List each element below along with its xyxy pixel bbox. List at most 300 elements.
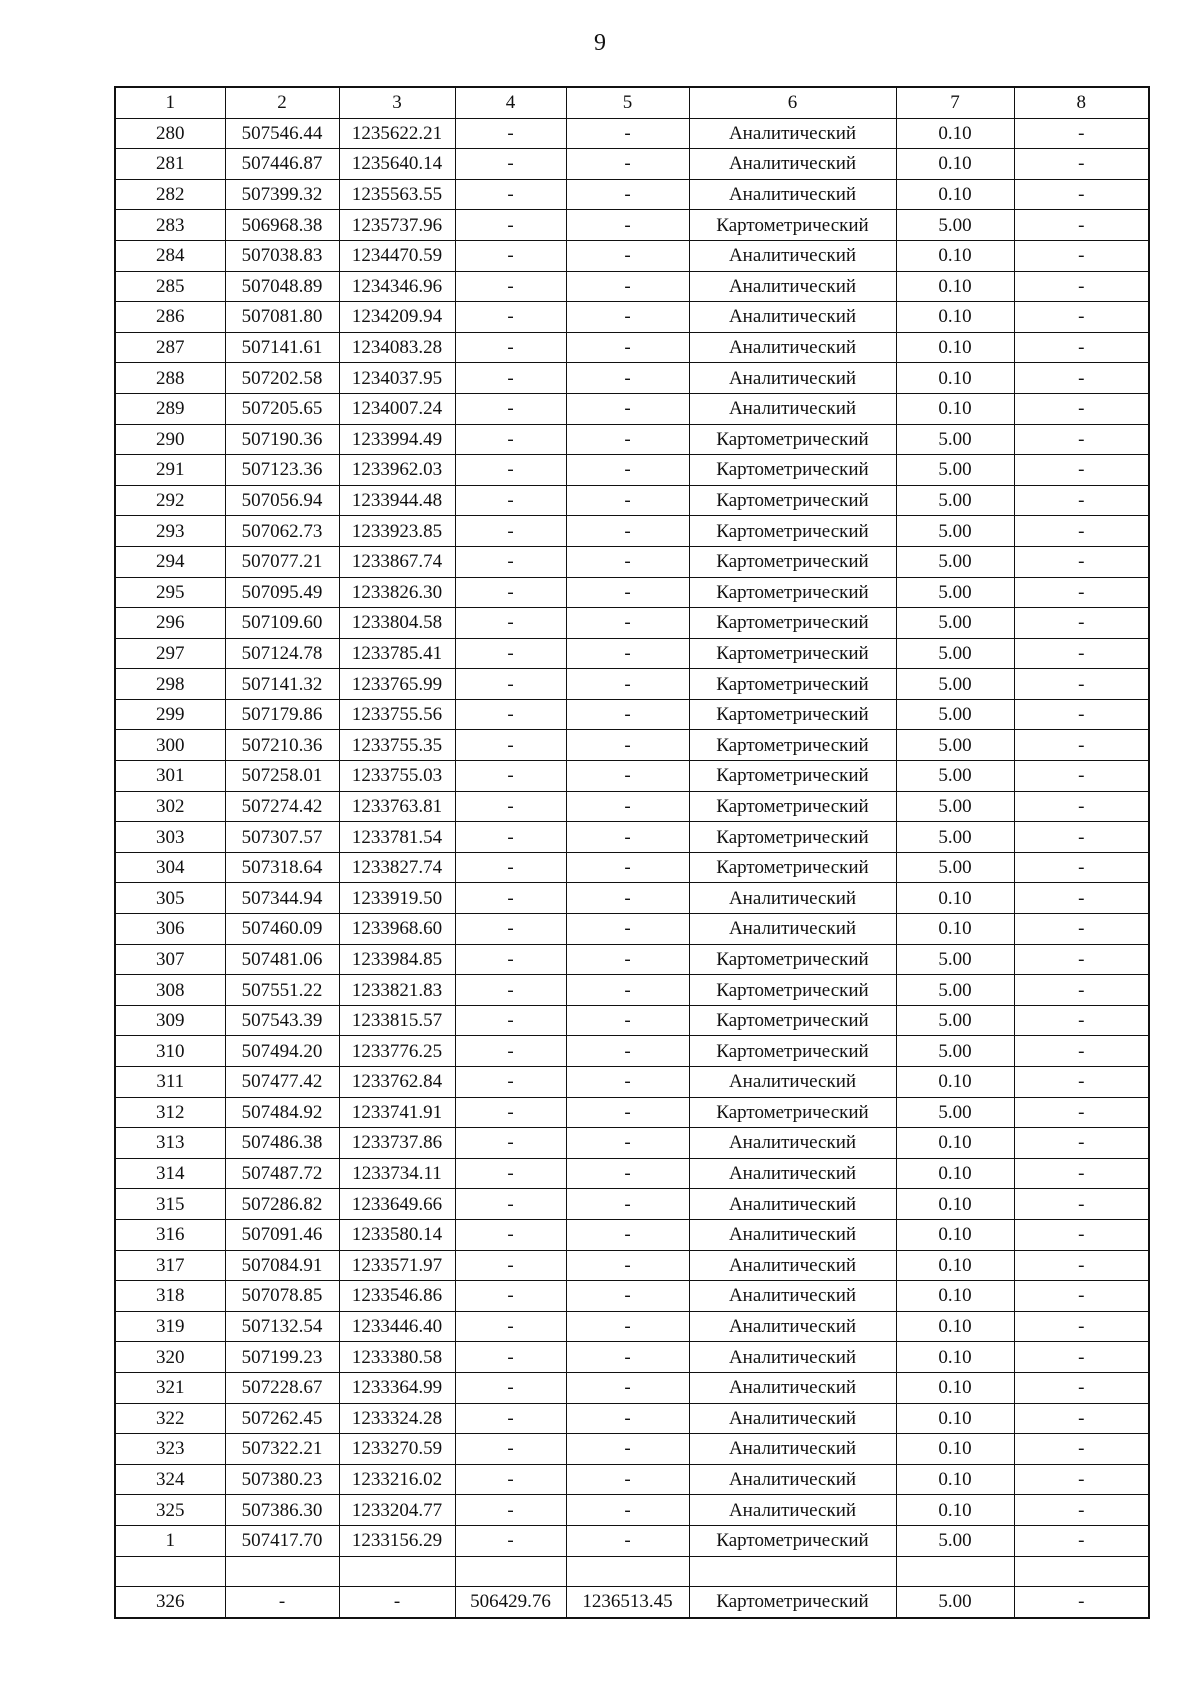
x-coordinate-cell: 507141.32	[225, 669, 339, 700]
accuracy-cell: 5.00	[896, 546, 1014, 577]
col5-cell: -	[566, 1525, 689, 1556]
point-number-cell: 310	[115, 1036, 225, 1067]
accuracy-cell: 5.00	[896, 455, 1014, 486]
x-coordinate-cell: 507081.80	[225, 302, 339, 333]
x-coordinate-cell: 507205.65	[225, 393, 339, 424]
method-cell: Аналитический	[689, 179, 896, 210]
method-cell: Картометрический	[689, 1097, 896, 1128]
method-cell: Аналитический	[689, 1158, 896, 1189]
point-number-cell: 319	[115, 1311, 225, 1342]
col5-cell: -	[566, 914, 689, 945]
col8-cell: -	[1014, 638, 1149, 669]
col4-cell: -	[455, 975, 566, 1006]
method-cell: Картометрический	[689, 638, 896, 669]
method-cell: Аналитический	[689, 1342, 896, 1373]
table-row	[115, 1342, 1149, 1373]
table-row	[115, 1128, 1149, 1159]
y-coordinate-cell: 1233827.74	[339, 852, 455, 883]
col8-cell: -	[1014, 455, 1149, 486]
col8-cell: -	[1014, 1495, 1149, 1526]
table-row	[115, 1464, 1149, 1495]
point-number-cell: 294	[115, 546, 225, 577]
column-header: 2	[225, 87, 339, 118]
col8-cell: -	[1014, 363, 1149, 394]
table-row	[115, 669, 1149, 700]
method-cell: Аналитический	[689, 1128, 896, 1159]
accuracy-cell: 0.10	[896, 883, 1014, 914]
x-coordinate-cell: 507228.67	[225, 1372, 339, 1403]
col8-cell: -	[1014, 1250, 1149, 1281]
table-row	[115, 118, 1149, 149]
col5-cell: -	[566, 1067, 689, 1098]
accuracy-cell: 5.00	[896, 699, 1014, 730]
method-cell: Картометрический	[689, 669, 896, 700]
method-cell: Картометрический	[689, 944, 896, 975]
col5-cell: -	[566, 363, 689, 394]
table-row	[115, 883, 1149, 914]
point-number-cell: 303	[115, 822, 225, 853]
table-row	[115, 730, 1149, 761]
col5-cell: -	[566, 883, 689, 914]
method-cell: Аналитический	[689, 883, 896, 914]
accuracy-cell: 5.00	[896, 516, 1014, 547]
col4-cell: -	[455, 669, 566, 700]
accuracy-cell: 5.00	[896, 485, 1014, 516]
y-coordinate-cell: 1233765.99	[339, 669, 455, 700]
y-coordinate-cell: 1234007.24	[339, 393, 455, 424]
x-coordinate-cell: 507078.85	[225, 1281, 339, 1312]
accuracy-cell: 5.00	[896, 577, 1014, 608]
col5-cell: -	[566, 791, 689, 822]
col8-cell: -	[1014, 1158, 1149, 1189]
col8-cell: -	[1014, 1281, 1149, 1312]
col5-cell: -	[566, 393, 689, 424]
point-number-cell: 280	[115, 118, 225, 149]
col4-cell: -	[455, 149, 566, 180]
col4-cell: -	[455, 1097, 566, 1128]
x-coordinate-cell: 507399.32	[225, 179, 339, 210]
col8-cell: -	[1014, 393, 1149, 424]
accuracy-cell: 5.00	[896, 761, 1014, 792]
point-number-cell: 312	[115, 1097, 225, 1128]
col5-cell: -	[566, 1342, 689, 1373]
x-coordinate-cell: 507062.73	[225, 516, 339, 547]
col8-cell: -	[1014, 332, 1149, 363]
y-coordinate-cell: 1233755.03	[339, 761, 455, 792]
y-coordinate-cell: 1233763.81	[339, 791, 455, 822]
col8-cell: -	[1014, 577, 1149, 608]
col8-cell: -	[1014, 1342, 1149, 1373]
col8-cell: -	[1014, 699, 1149, 730]
table-row	[115, 1403, 1149, 1434]
accuracy-cell: 0.10	[896, 332, 1014, 363]
accuracy-cell: 0.10	[896, 1434, 1014, 1465]
accuracy-cell: 0.10	[896, 1342, 1014, 1373]
method-cell: Картометрический	[689, 761, 896, 792]
page-number: 9	[594, 30, 606, 56]
col4-cell: -	[455, 240, 566, 271]
y-coordinate-cell: 1234083.28	[339, 332, 455, 363]
x-coordinate-cell: 507210.36	[225, 730, 339, 761]
col4-cell: -	[455, 1067, 566, 1098]
column-header: 1	[115, 87, 225, 118]
col4-cell: -	[455, 302, 566, 333]
x-coordinate-cell: 507199.23	[225, 1342, 339, 1373]
col8-cell: -	[1014, 1097, 1149, 1128]
x-coordinate-cell: 507417.70	[225, 1525, 339, 1556]
x-coordinate-cell	[225, 1556, 339, 1587]
col5-cell: -	[566, 149, 689, 180]
col8-cell: -	[1014, 669, 1149, 700]
method-cell: Картометрический	[689, 546, 896, 577]
method-cell: Картометрический	[689, 822, 896, 853]
table-row	[115, 546, 1149, 577]
x-coordinate-cell: 507048.89	[225, 271, 339, 302]
table-row	[115, 1281, 1149, 1312]
table-row	[115, 302, 1149, 333]
point-number-cell: 283	[115, 210, 225, 241]
table-row	[115, 1189, 1149, 1220]
accuracy-cell: 0.10	[896, 393, 1014, 424]
table-row	[115, 1311, 1149, 1342]
col8-cell: -	[1014, 1005, 1149, 1036]
col5-cell: -	[566, 1464, 689, 1495]
y-coordinate-cell: 1233571.97	[339, 1250, 455, 1281]
point-number-cell: 285	[115, 271, 225, 302]
col8-cell: -	[1014, 179, 1149, 210]
col4-cell: -	[455, 1250, 566, 1281]
point-number-cell: 300	[115, 730, 225, 761]
method-cell: Картометрический	[689, 455, 896, 486]
col5-cell: -	[566, 944, 689, 975]
point-number-cell: 302	[115, 791, 225, 822]
col5-cell: -	[566, 485, 689, 516]
table-row	[115, 271, 1149, 302]
col4-cell: -	[455, 455, 566, 486]
table-row	[115, 332, 1149, 363]
col4-cell: -	[455, 883, 566, 914]
x-coordinate-cell: 507386.30	[225, 1495, 339, 1526]
y-coordinate-cell: 1233762.84	[339, 1067, 455, 1098]
accuracy-cell: 5.00	[896, 730, 1014, 761]
point-number-cell: 318	[115, 1281, 225, 1312]
table-row	[115, 210, 1149, 241]
col4-cell: -	[455, 516, 566, 547]
x-coordinate-cell: 507380.23	[225, 1464, 339, 1495]
x-coordinate-cell: 507481.06	[225, 944, 339, 975]
col4-cell: -	[455, 852, 566, 883]
col4-cell: -	[455, 1005, 566, 1036]
point-number-cell: 309	[115, 1005, 225, 1036]
accuracy-cell: 5.00	[896, 669, 1014, 700]
col4-cell: -	[455, 608, 566, 639]
method-cell: Аналитический	[689, 271, 896, 302]
y-coordinate-cell: 1233364.99	[339, 1372, 455, 1403]
x-coordinate-cell: 507274.42	[225, 791, 339, 822]
col5-cell: -	[566, 1250, 689, 1281]
x-coordinate-cell: 507109.60	[225, 608, 339, 639]
method-cell: Картометрический	[689, 516, 896, 547]
point-number-cell: 323	[115, 1434, 225, 1465]
method-cell: Аналитический	[689, 393, 896, 424]
col4-cell: -	[455, 332, 566, 363]
accuracy-cell: 5.00	[896, 608, 1014, 639]
accuracy-cell: 5.00	[896, 424, 1014, 455]
col5-cell: -	[566, 822, 689, 853]
col5-cell: -	[566, 1495, 689, 1526]
col5-cell: -	[566, 761, 689, 792]
table-row	[115, 975, 1149, 1006]
method-cell: Аналитический	[689, 1250, 896, 1281]
y-coordinate-cell: 1233923.85	[339, 516, 455, 547]
point-number-cell: 282	[115, 179, 225, 210]
accuracy-cell: 5.00	[896, 975, 1014, 1006]
method-cell: Аналитический	[689, 1403, 896, 1434]
accuracy-cell: 5.00	[896, 852, 1014, 883]
accuracy-cell: 0.10	[896, 179, 1014, 210]
accuracy-cell: 0.10	[896, 363, 1014, 394]
x-coordinate-cell: 507132.54	[225, 1311, 339, 1342]
point-number-cell: 296	[115, 608, 225, 639]
point-number-cell: 287	[115, 332, 225, 363]
point-number-cell: 324	[115, 1464, 225, 1495]
x-coordinate-cell: 507494.20	[225, 1036, 339, 1067]
point-number-cell: 291	[115, 455, 225, 486]
method-cell: Картометрический	[689, 699, 896, 730]
accuracy-cell: 0.10	[896, 1495, 1014, 1526]
y-coordinate-cell: 1233821.83	[339, 975, 455, 1006]
point-number-cell: 292	[115, 485, 225, 516]
accuracy-cell: 0.10	[896, 1128, 1014, 1159]
table-row	[115, 914, 1149, 945]
accuracy-cell: 0.10	[896, 1403, 1014, 1434]
method-cell: Картометрический	[689, 791, 896, 822]
col8-cell: -	[1014, 516, 1149, 547]
point-number-cell: 290	[115, 424, 225, 455]
col8-cell: -	[1014, 546, 1149, 577]
method-cell: Аналитический	[689, 1219, 896, 1250]
col8-cell: -	[1014, 1525, 1149, 1556]
table-row	[115, 1587, 1149, 1618]
accuracy-cell: 5.00	[896, 944, 1014, 975]
y-coordinate-cell: 1233919.50	[339, 883, 455, 914]
col4-cell: -	[455, 271, 566, 302]
accuracy-cell: 5.00	[896, 1525, 1014, 1556]
col4-cell: -	[455, 699, 566, 730]
method-cell: Аналитический	[689, 332, 896, 363]
table-row	[115, 1219, 1149, 1250]
accuracy-cell: 5.00	[896, 1005, 1014, 1036]
y-coordinate-cell: 1235622.21	[339, 118, 455, 149]
point-number-cell: 314	[115, 1158, 225, 1189]
column-header: 7	[896, 87, 1014, 118]
accuracy-cell: 0.10	[896, 271, 1014, 302]
method-cell: Аналитический	[689, 240, 896, 271]
method-cell: Картометрический	[689, 424, 896, 455]
table-row	[115, 761, 1149, 792]
y-coordinate-cell: 1233785.41	[339, 638, 455, 669]
accuracy-cell: 0.10	[896, 149, 1014, 180]
y-coordinate-cell: 1233204.77	[339, 1495, 455, 1526]
method-cell: Картометрический	[689, 1525, 896, 1556]
col8-cell: -	[1014, 761, 1149, 792]
table-row	[115, 149, 1149, 180]
col4-cell: -	[455, 1403, 566, 1434]
table-row	[115, 791, 1149, 822]
point-number-cell: 295	[115, 577, 225, 608]
col5-cell: -	[566, 608, 689, 639]
method-cell: Аналитический	[689, 1464, 896, 1495]
point-number-cell: 316	[115, 1219, 225, 1250]
table-row	[115, 179, 1149, 210]
col5-cell: -	[566, 1189, 689, 1220]
x-coordinate-cell: 507077.21	[225, 546, 339, 577]
x-coordinate-cell: 507095.49	[225, 577, 339, 608]
y-coordinate-cell: 1233270.59	[339, 1434, 455, 1465]
table-row	[115, 1005, 1149, 1036]
method-cell: Аналитический	[689, 1067, 896, 1098]
y-coordinate-cell: 1233755.56	[339, 699, 455, 730]
y-coordinate-cell: 1235563.55	[339, 179, 455, 210]
point-number-cell: 297	[115, 638, 225, 669]
table-row	[115, 638, 1149, 669]
y-coordinate-cell: 1233804.58	[339, 608, 455, 639]
method-cell	[689, 1556, 896, 1587]
method-cell: Аналитический	[689, 1189, 896, 1220]
col8-cell: -	[1014, 608, 1149, 639]
y-coordinate-cell: 1233580.14	[339, 1219, 455, 1250]
x-coordinate-cell: 507202.58	[225, 363, 339, 394]
y-coordinate-cell: 1233446.40	[339, 1311, 455, 1342]
accuracy-cell: 0.10	[896, 1067, 1014, 1098]
x-coordinate-cell: 507286.82	[225, 1189, 339, 1220]
col8-cell: -	[1014, 1036, 1149, 1067]
col8-cell: -	[1014, 791, 1149, 822]
col8-cell: -	[1014, 822, 1149, 853]
point-number-cell: 304	[115, 852, 225, 883]
col5-cell: -	[566, 669, 689, 700]
x-coordinate-cell: 507344.94	[225, 883, 339, 914]
y-coordinate-cell: 1233962.03	[339, 455, 455, 486]
accuracy-cell: 0.10	[896, 1219, 1014, 1250]
point-number-cell: 286	[115, 302, 225, 333]
method-cell: Картометрический	[689, 852, 896, 883]
accuracy-cell: 0.10	[896, 1464, 1014, 1495]
accuracy-cell: 0.10	[896, 1311, 1014, 1342]
col5-cell: -	[566, 1434, 689, 1465]
col4-cell: -	[455, 730, 566, 761]
column-header: 5	[566, 87, 689, 118]
y-coordinate-cell: 1233867.74	[339, 546, 455, 577]
y-coordinate-cell: 1233815.57	[339, 1005, 455, 1036]
x-coordinate-cell: 507477.42	[225, 1067, 339, 1098]
column-header: 6	[689, 87, 896, 118]
point-number-cell: 321	[115, 1372, 225, 1403]
table-row	[115, 1158, 1149, 1189]
col4-cell: -	[455, 424, 566, 455]
col8-cell: -	[1014, 210, 1149, 241]
method-cell: Аналитический	[689, 118, 896, 149]
table-row	[115, 516, 1149, 547]
x-coordinate-cell: -	[225, 1587, 339, 1618]
y-coordinate-cell: 1233826.30	[339, 577, 455, 608]
y-coordinate-cell: 1233156.29	[339, 1525, 455, 1556]
col8-cell: -	[1014, 240, 1149, 271]
point-number-cell: 1	[115, 1525, 225, 1556]
x-coordinate-cell: 507141.61	[225, 332, 339, 363]
col5-cell: -	[566, 577, 689, 608]
x-coordinate-cell: 506968.38	[225, 210, 339, 241]
col4-cell: -	[455, 1281, 566, 1312]
method-cell: Картометрический	[689, 1587, 896, 1618]
point-number-cell: 311	[115, 1067, 225, 1098]
col8-cell: -	[1014, 1189, 1149, 1220]
col4-cell: -	[455, 363, 566, 394]
col8-cell: -	[1014, 271, 1149, 302]
point-number-cell: 306	[115, 914, 225, 945]
table-row	[115, 1250, 1149, 1281]
col4-cell: -	[455, 546, 566, 577]
x-coordinate-cell: 507262.45	[225, 1403, 339, 1434]
point-number-cell: 326	[115, 1587, 225, 1618]
col4-cell: -	[455, 944, 566, 975]
col4-cell: -	[455, 1158, 566, 1189]
point-number-cell: 322	[115, 1403, 225, 1434]
col5-cell: -	[566, 1128, 689, 1159]
col5-cell: -	[566, 1403, 689, 1434]
col4-cell: -	[455, 1434, 566, 1465]
x-coordinate-cell: 507084.91	[225, 1250, 339, 1281]
x-coordinate-cell: 507546.44	[225, 118, 339, 149]
table-row	[115, 699, 1149, 730]
col8-cell: -	[1014, 302, 1149, 333]
col4-cell: -	[455, 210, 566, 241]
x-coordinate-cell: 507318.64	[225, 852, 339, 883]
col5-cell: -	[566, 638, 689, 669]
table-row	[115, 852, 1149, 883]
col8-cell: -	[1014, 1128, 1149, 1159]
y-coordinate-cell: 1234470.59	[339, 240, 455, 271]
col4-cell: -	[455, 1128, 566, 1159]
col8-cell	[1014, 1556, 1149, 1587]
point-number-cell: 301	[115, 761, 225, 792]
col8-cell: -	[1014, 914, 1149, 945]
col5-cell: -	[566, 1372, 689, 1403]
x-coordinate-cell: 507179.86	[225, 699, 339, 730]
x-coordinate-cell: 507190.36	[225, 424, 339, 455]
table-row	[115, 1434, 1149, 1465]
col5-cell: -	[566, 179, 689, 210]
x-coordinate-cell: 507487.72	[225, 1158, 339, 1189]
method-cell: Аналитический	[689, 363, 896, 394]
table-row	[115, 1372, 1149, 1403]
col5-cell: -	[566, 546, 689, 577]
col4-cell: -	[455, 1036, 566, 1067]
method-cell: Картометрический	[689, 975, 896, 1006]
y-coordinate-cell	[339, 1556, 455, 1587]
method-cell: Аналитический	[689, 149, 896, 180]
y-coordinate-cell: 1233755.35	[339, 730, 455, 761]
col8-cell: -	[1014, 485, 1149, 516]
col5-cell: -	[566, 1005, 689, 1036]
col5-cell: -	[566, 210, 689, 241]
x-coordinate-cell: 507307.57	[225, 822, 339, 853]
col4-cell: -	[455, 638, 566, 669]
col5-cell: -	[566, 1158, 689, 1189]
y-coordinate-cell: 1235640.14	[339, 149, 455, 180]
method-cell: Аналитический	[689, 1372, 896, 1403]
col5-cell: -	[566, 1219, 689, 1250]
